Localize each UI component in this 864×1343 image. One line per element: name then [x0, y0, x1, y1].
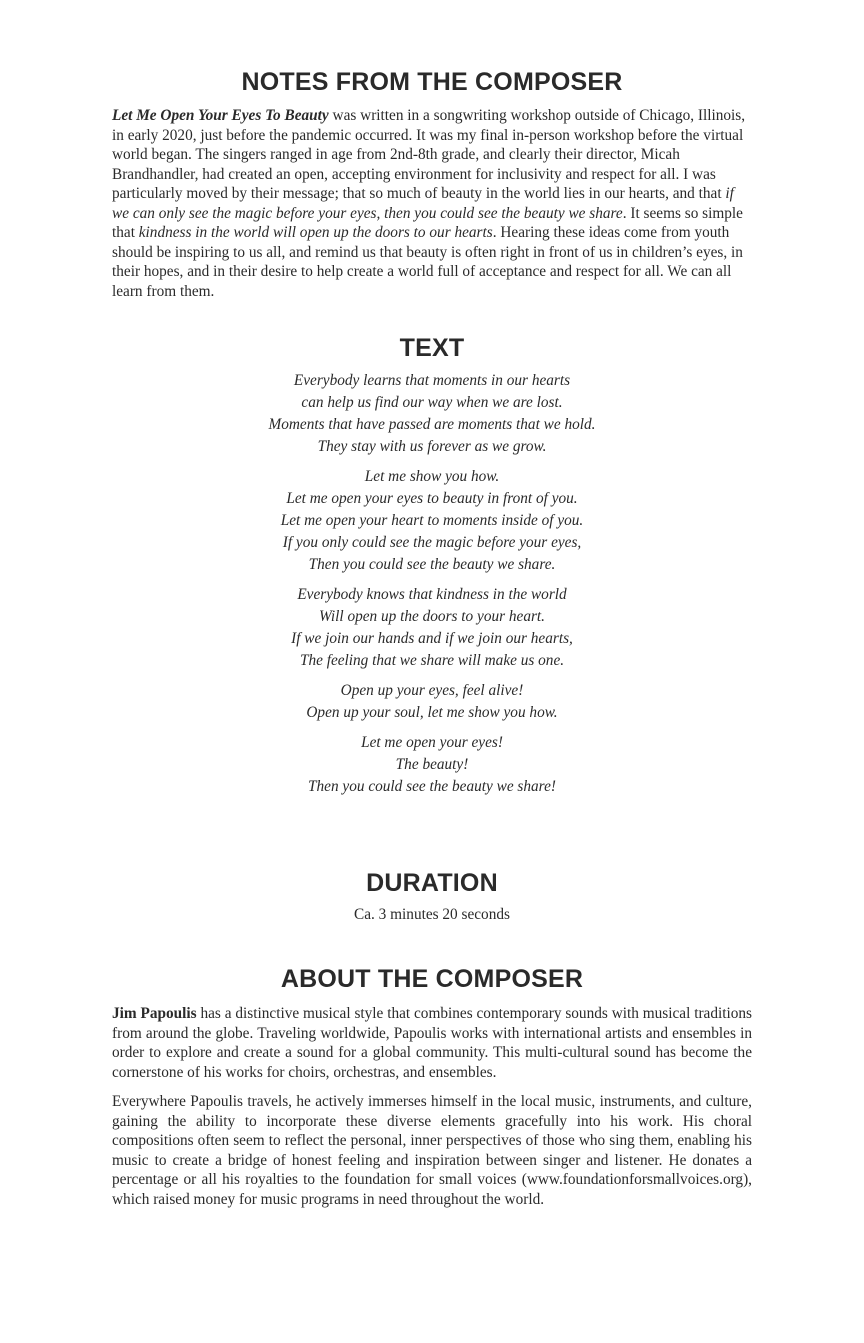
composer-name: Jim Papoulis [112, 1005, 197, 1022]
notes-quote-1: if we can only see the magic before your eyes, then you could see the beauty we share [112, 185, 734, 222]
lyric-line: They stay with us forever as we grow. [317, 438, 547, 455]
lyric-line: Then you could see the beauty we share! [308, 778, 556, 795]
notes-paragraph [112, 106, 752, 301]
lyric-stanza [112, 680, 752, 724]
about-paragraph-2: Everywhere Papoulis travels, he actively immerses himself in the local music, instruments, and culture, gaining the ability to incorporate these diverse elements gracefully into his work. His choral compositions often seem to reflect the personal, inner perspectives of those who sing them, enabling his music to create a bridge of honest feeling and inspiration between singer and listener. He donates a percentage or all his royalties to the foundation for small voices (www.foundationforsmallvoices.org), which raised money for music programs in need throughout the world. [112, 1093, 752, 1208]
lyric-line: can help us find our way when we are lost. [301, 394, 563, 411]
lyric-stanza [112, 732, 752, 798]
lyric-line: If you only could see the magic before your eyes, [282, 534, 582, 551]
lyric-line: Let me show you how. [364, 468, 500, 485]
notes-text-3: . Hearing these ideas come from youth should be inspiring to us all, and remind us that beauty is often right in front of us in children’s eyes, in their hopes, and in their desire to help create a world full of acceptance and respect for all. We can all learn from them. [112, 224, 743, 300]
about-heading: ABOUT THE COMPOSER [280, 965, 584, 993]
notes-quote-2: kindness in the world will open up the doors to our hearts [138, 224, 493, 241]
lyric-line: Everybody knows that kindness in the world [297, 586, 567, 603]
lyric-line: Everybody learns that moments in our hearts [293, 372, 571, 389]
notes-heading: NOTES FROM THE COMPOSER [241, 68, 623, 96]
lyric-line: Moments that have passed are moments that we hold. [268, 416, 596, 433]
lyric-line: The feeling that we share will make us one. [299, 652, 565, 669]
lyric-line: Let me open your eyes! [361, 734, 503, 751]
lyric-line: Open up your eyes, feel alive! [340, 682, 524, 699]
notes-text-1: was written in a songwriting workshop outside of Chicago, Illinois, in early 2020, just before the pandemic occurred. It was my final in-person workshop before the virtual world began. The singers ranged in age from 2nd-8th grade, and clearly their director, Micah Brandhandler, had created an open, accepting environment for inclusivity and respect for all. I was particularly moved by their message; that so much of beauty in the world lies in our hearts, and that [112, 107, 746, 202]
song-title: Let Me Open Your Eyes To Beauty [112, 107, 329, 124]
lyric-line: Will open up the doors to your heart. [318, 608, 546, 625]
lyric-stanza [112, 584, 752, 672]
lyric-line: Let me open your eyes to beauty in front of you. [286, 490, 578, 507]
lyric-stanza [112, 370, 752, 458]
text-heading: TEXT [399, 334, 465, 362]
lyric-line: Then you could see the beauty we share. [308, 556, 556, 573]
lyric-line: Open up your soul, let me show you how. [306, 704, 558, 721]
lyric-stanza [112, 466, 752, 576]
lyric-line: If we join our hands and if we join our hearts, [291, 630, 573, 647]
duration-value: Ca. 3 minutes 20 seconds [354, 906, 510, 923]
lyrics [112, 370, 752, 806]
about-paragraph-1 [112, 1004, 752, 1082]
notes-text-2: . It seems so simple that [112, 204, 743, 241]
about-text-1: has a distinctive musical style that combines contemporary sounds with musical traditions from around the globe. Traveling worldwide, Papoulis works with international artists and ensembles in order to explore and create a sound for a global community. This multi-cultural sound has become the cornerstone of his works for choirs, orchestras, and ensembles. [112, 1005, 752, 1081]
duration-heading: DURATION [366, 869, 498, 897]
lyric-line: Let me open your heart to moments inside of you. [280, 512, 584, 529]
lyric-line: The beauty! [395, 756, 469, 773]
